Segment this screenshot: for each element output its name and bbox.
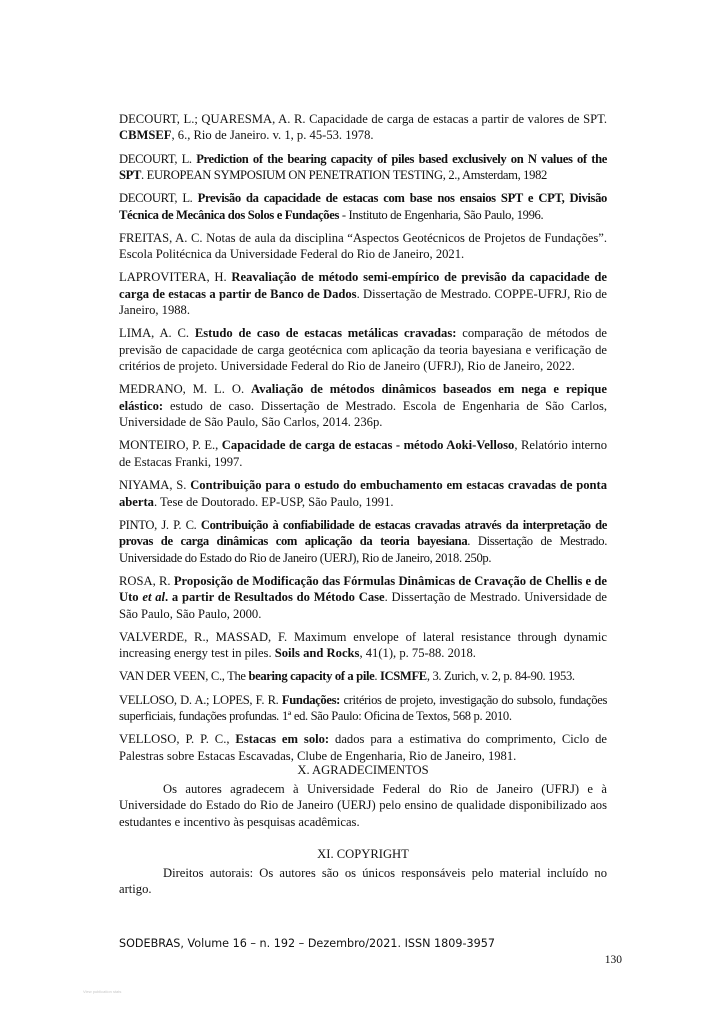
reference-text: LAPROVITERA, H. <box>119 270 232 285</box>
reference-text: . Dissertação de Mestrado. Universidade do Estado do Rio de Janeiro (UERJ), Rio de Janeiro, 2018. 250p. <box>119 534 608 565</box>
reference-emphasis: Fundações: <box>281 692 340 707</box>
reference-emphasis: CBMSEF <box>119 128 172 143</box>
reference-item <box>119 573 607 622</box>
reference-text: MONTEIRO, P. E., <box>119 438 222 453</box>
reference-text: . <box>374 669 380 684</box>
reference-item <box>119 517 607 566</box>
reference-item <box>119 381 607 430</box>
reference-item <box>119 230 607 263</box>
reference-text: DECOURT, L. <box>119 151 197 166</box>
reference-emphasis: et al <box>142 590 166 605</box>
reference-item <box>119 190 607 223</box>
reference-item <box>119 668 607 684</box>
reference-emphasis: . a partir de Resultados do Método Case <box>165 590 385 605</box>
reference-emphasis: bearing capacity of a pile <box>248 669 375 684</box>
acknowledgements-heading: X. AGRADECIMENTOS <box>297 763 429 777</box>
reference-item <box>119 111 607 144</box>
reference-emphasis: Prediction of the bearing capacity of piles based exclusively on N values of the SPT <box>119 151 607 183</box>
reference-text: comparação de métodos de previsão de capacidade de carga geotécnica com aplicação da teoria bayesiana e verificação de critérios de projeto. Universidade Federal do Rio de Janeiro (UFRJ), Rio de Janeiro, 2022. <box>119 326 607 374</box>
reference-emphasis: Capacidade de carga de estacas - método Aoki-Velloso <box>221 438 515 453</box>
reference-emphasis: Contribuição à confiabilidade de estacas cravadas através da interpretação de provas de carga dinâmicas com aplicação da teoria bayesiana <box>119 517 608 549</box>
reference-text: - Instituto de Engenharia, São Paulo, 1996. <box>339 207 544 222</box>
reference-text: VELLOSO, D. A.; LOPES, F. R. <box>119 692 282 707</box>
reference-emphasis: Soils and Rocks <box>274 646 360 661</box>
reference-emphasis: ICSMFE <box>379 669 427 684</box>
reference-text: . EUROPEAN SYMPOSIUM ON PENETRATION TESTING, 2., Amsterdam, 1982 <box>141 168 547 183</box>
reference-text: LIMA, A. C. <box>119 326 195 341</box>
view-publication-stats-link[interactable]: View publication stats <box>83 989 122 994</box>
reference-text: , Relatório interno de Estacas Franki, 1997. <box>119 438 607 469</box>
reference-text: VELLOSO, P. P. C., <box>119 732 236 747</box>
reference-emphasis: . <box>276 708 280 723</box>
reference-emphasis: Reavaliação de método semi-empírico de previsão da capacidade de carga de estacas a partir de Banco de Dados <box>119 270 607 301</box>
reference-text: . Tese de Doutorado. EP-USP, São Paulo, 1991. <box>153 494 394 509</box>
reference-text: , 3. Zurich, v. 2, p. 84-90. 1953. <box>426 669 575 684</box>
reference-text: 1ª ed. São Paulo: Oficina de Textos, 568 p. 2010. <box>279 708 512 723</box>
reference-text: DECOURT, L.; QUARESMA, A. R. Capacidade de carga de estacas a partir de valores de SPT. <box>119 112 607 126</box>
copyright-text: Direitos autorais: Os autores são os únicos responsáveis pelo material incluído no artigo. <box>119 866 607 897</box>
reference-emphasis: Previsão da capacidade de estacas com base nos ensaios SPT e CPT, Divisão Técnica de Mecânica dos Solos e Fundações <box>119 191 607 222</box>
reference-item <box>119 692 607 725</box>
reference-list <box>119 111 607 771</box>
reference-text: critérios de projeto, investigação do subsolo, fundações superficiais, fundações profundas <box>119 692 607 723</box>
journal-footer: SODEBRAS, Volume 16 – n. 192 – Dezembro/2021. ISSN 1809-3957 <box>119 937 496 950</box>
reference-emphasis: Estacas em solo: <box>235 732 330 747</box>
reference-item <box>119 629 607 662</box>
reference-text: DECOURT, L. <box>119 191 198 206</box>
reference-text: estudo de caso. Dissertação de Mestrado. Escola de Engenharia de São Carlos, Universidade de São Paulo, São Carlos, 2014. 236p. <box>119 398 607 430</box>
reference-text: dados para a estimativa do comprimento, Ciclo de Palestras sobre Estacas Escavadas, Clube de Engenharia, Rio de Janeiro, 1981. <box>119 732 607 763</box>
reference-text: ROSA, R. <box>119 573 174 588</box>
reference-item <box>119 477 607 510</box>
copyright-heading: XI. COPYRIGHT <box>317 847 409 861</box>
reference-text: FREITAS, A. C. Notas de aula da disciplina “Aspectos Geotécnicos de Projetos de Fundações”. Escola Politécnica da Universidade Federal do Rio de Janeiro, 2021. <box>119 230 607 262</box>
reference-item <box>119 437 607 470</box>
reference-text: VAN DER VEEN, C., The <box>119 669 249 684</box>
reference-emphasis: Contribuição para o estudo do embuchamento em estacas cravadas de ponta aberta <box>119 478 607 509</box>
reference-text: PINTO, J. P. C. <box>119 517 201 532</box>
reference-item <box>119 325 607 374</box>
reference-emphasis: Avaliação de métodos dinâmicos baseados em nega e repique elástico: <box>119 382 607 413</box>
reference-text: VALVERDE, R., MASSAD, F. Maximum envelope of lateral resistance through dynamic increasing energy test in piles. <box>119 629 607 661</box>
reference-item <box>119 151 607 184</box>
reference-text: . Dissertação de Mestrado. Universidade de São Paulo, São Paulo, 2000. <box>119 590 607 621</box>
reference-text: , 41(1), p. 75-88. 2018. <box>359 646 476 661</box>
reference-item <box>119 269 607 318</box>
reference-item <box>119 731 607 764</box>
reference-text: NIYAMA, S. <box>119 478 191 493</box>
reference-text: . Dissertação de Mestrado. COPPE-UFRJ, Rio de Janeiro, 1988. <box>119 286 608 318</box>
reference-text: , 6., Rio de Janeiro. v. 1, p. 45-53. 1978. <box>171 128 374 143</box>
acknowledgements-text: Os autores agradecem à Universidade Federal do Rio de Janeiro (UFRJ) e à Universidade do Estado do Rio de Janeiro (UERJ) pelo ensino de qualidade disponibilizado aos estudantes e incentivo às pesquisas acadêmicas. <box>119 782 607 829</box>
page-number: 130 <box>604 954 622 966</box>
reference-emphasis: Proposição de Modificação das Fórmulas Dinâmicas de Cravação de Chellis e de Uto <box>119 573 607 605</box>
reference-text: MEDRANO, M. L. O. <box>119 382 252 397</box>
reference-emphasis: Estudo de caso de estacas metálicas cravadas: <box>194 326 457 341</box>
